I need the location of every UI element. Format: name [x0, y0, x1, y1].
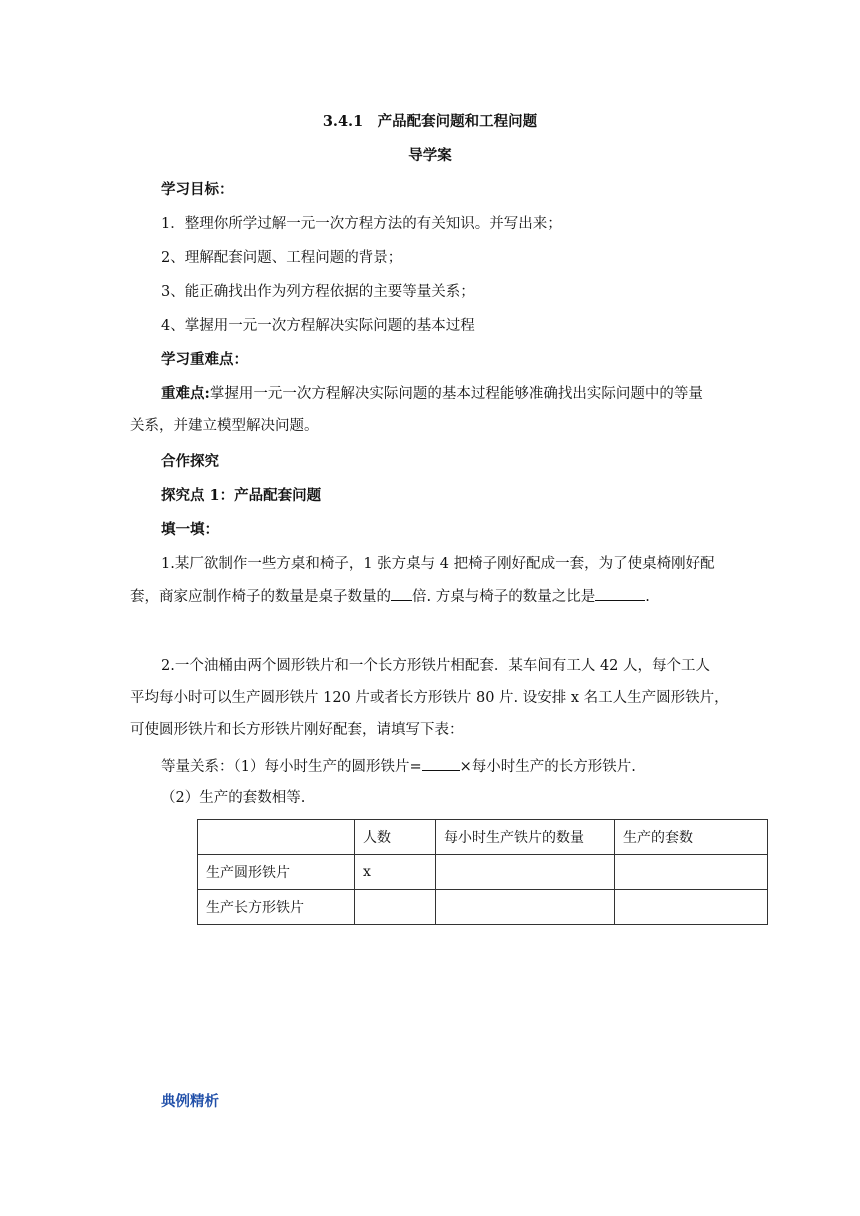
table-cell: 每小时生产铁片的数量	[436, 820, 615, 855]
relation-1-text-b: ×每小时生产的长方形铁片.	[459, 759, 636, 775]
page-title: 3.4.1 产品配套问题和工程问题	[322, 113, 538, 130]
question-2-line: 可使圆形铁片和长方形铁片刚好配套，请填写下表：	[130, 722, 464, 738]
relation-1-text-a: 等量关系：（1）每小时生产的圆形铁片=	[161, 759, 422, 775]
objective-item: 1．整理你所学过解一元一次方程方法的有关知识。并写出来；	[161, 216, 562, 232]
objective-item: 3、能正确找出作为列方程依据的主要等量关系；	[161, 284, 475, 300]
table-cell[interactable]	[615, 855, 768, 890]
keypoints-text: 掌握用一元一次方程解决实际问题的基本过程能够准确找出实际问题中的等量	[209, 386, 703, 402]
table-cell: 生产长方形铁片	[198, 890, 355, 925]
table-cell[interactable]	[355, 890, 436, 925]
question-1-text-c: .	[645, 589, 650, 605]
objectives-heading: 学习目标：	[161, 181, 234, 198]
page-subtitle: 导学案	[408, 147, 452, 164]
explore-heading: 探究点 1：产品配套问题	[161, 487, 322, 504]
question-1-text-a: 套，商家应制作椅子的数量是桌子数量的	[130, 589, 391, 605]
table-cell: x	[355, 855, 436, 890]
table-cell: 生产圆形铁片	[198, 855, 355, 890]
table-cell[interactable]	[615, 890, 768, 925]
relation-2: （2）生产的套数相等.	[161, 790, 306, 806]
question-1-line: 1.某厂欲制作一些方桌和椅子，1 张方桌与 4 把椅子刚好配成一套，为了使桌椅刚好配	[161, 556, 715, 572]
fill-heading: 填一填：	[161, 521, 219, 538]
relation-1	[161, 756, 636, 777]
table-row	[198, 890, 768, 925]
table-cell	[198, 820, 355, 855]
example-heading: 典例精析	[161, 1093, 219, 1110]
table-cell[interactable]	[436, 890, 615, 925]
table-header-row	[198, 820, 768, 855]
answer-blank[interactable]	[391, 586, 412, 601]
coop-heading: 合作探究	[161, 453, 219, 470]
table-cell[interactable]	[436, 855, 615, 890]
objective-item: 2、理解配套问题、工程问题的背景；	[161, 250, 403, 266]
table-cell: 人数	[355, 820, 436, 855]
question-1-text-b: 倍. 方桌与椅子的数量之比是	[412, 589, 596, 605]
question-2-line: 平均每小时可以生产圆形铁片 120 片或者长方形铁片 80 片. 设安排 x 名工人生产圆形铁片，	[130, 690, 729, 706]
table-cell: 生产的套数	[615, 820, 768, 855]
question-1-line-2	[130, 586, 650, 607]
fill-table	[197, 819, 768, 925]
keypoints-paragraph	[161, 384, 703, 404]
answer-blank[interactable]	[422, 756, 460, 771]
table-row	[198, 855, 768, 890]
answer-blank[interactable]	[595, 586, 645, 601]
keypoints-label: 重难点:	[161, 385, 210, 402]
keypoints-heading: 学习重难点：	[161, 351, 248, 368]
keypoints-continuation: 关系，并建立模型解决问题。	[130, 418, 319, 434]
objective-item: 4、掌握用一元一次方程解决实际问题的基本过程	[161, 318, 475, 334]
question-2-line: 2.一个油桶由两个圆形铁片和一个长方形铁片相配套．某车间有工人 42 人，每个工人	[161, 658, 711, 674]
